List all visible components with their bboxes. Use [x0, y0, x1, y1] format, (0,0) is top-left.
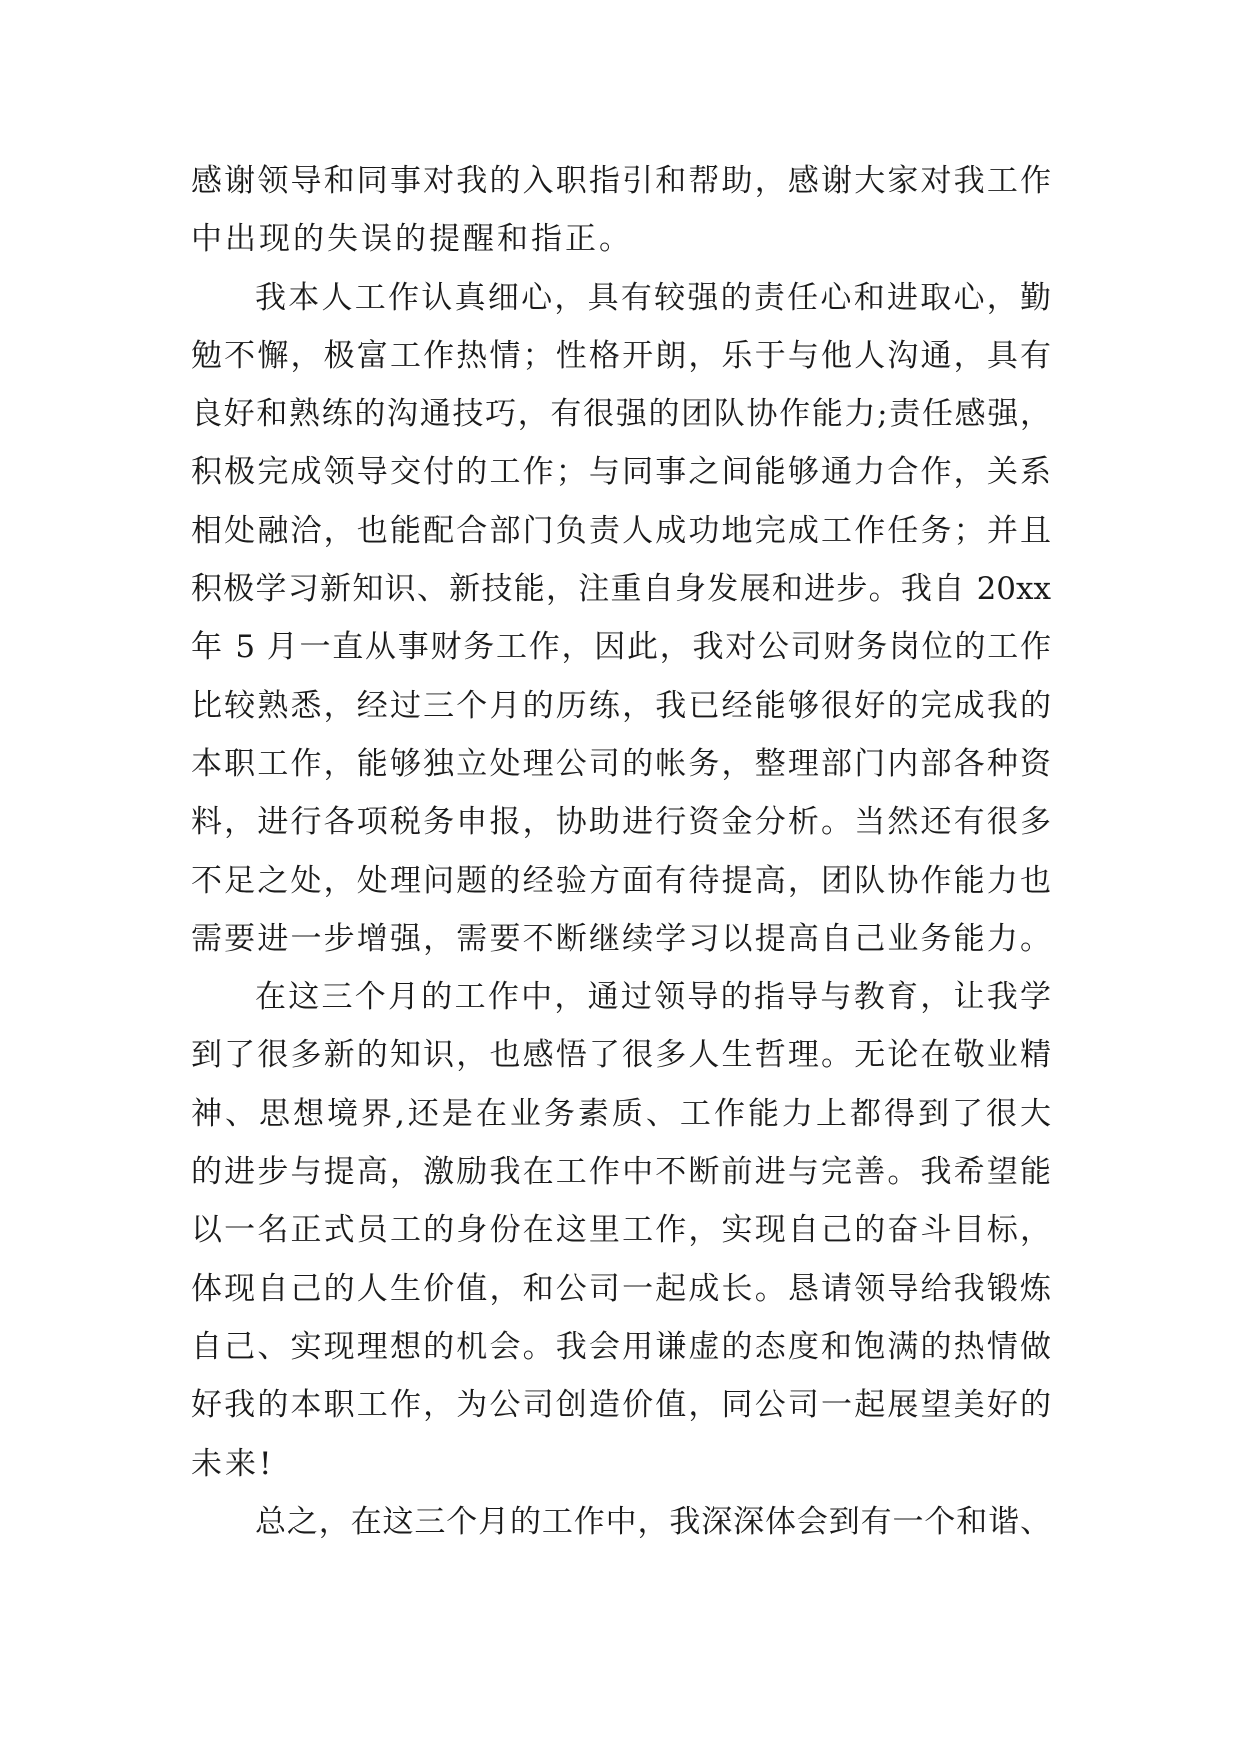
- text-line: 体现自己的人生价值，和公司一起成长。恳请领导给我锻炼: [191, 1270, 1051, 1307]
- text-line: 比较熟悉，经过三个月的历练，我已经能够很好的完成我的: [191, 687, 1051, 724]
- paragraph-first-line: 我本人工作认真细心，具有较强的责任心和进取心，勤: [255, 279, 1051, 316]
- text-line: 以一名正式员工的身份在这里工作，实现自己的奋斗目标，: [191, 1212, 1051, 1249]
- text-line: 中出现的失误的提醒和指正。: [191, 221, 633, 258]
- text-line: 需要进一步增强，需要不断继续学习以提高自己业务能力。: [191, 920, 1051, 957]
- text-line: 好我的本职工作，为公司创造价值，同公司一起展望美好的: [191, 1387, 1051, 1424]
- text-line: 积极学习新知识、新技能，注重自身发展和进步。我自 20xx: [191, 571, 1051, 608]
- text-line: 本职工作，能够独立处理公司的帐务，整理部门内部各种资: [191, 745, 1051, 782]
- paragraph-first-line: 总之，在这三个月的工作中，我深深体会到有一个和谐、: [255, 1503, 1051, 1540]
- text-line: 相处融洽，也能配合部门负责人成功地完成工作任务；并且: [191, 512, 1051, 549]
- text-line: 年 5 月一直从事财务工作，因此，我对公司财务岗位的工作: [191, 629, 1051, 666]
- text-line: 未来!: [191, 1445, 275, 1482]
- text-line: 感谢领导和同事对我的入职指引和帮助，感谢大家对我工作: [191, 163, 1051, 199]
- text-line: 良好和熟练的沟通技巧，有很强的团队协作能力;责任感强，: [191, 396, 1051, 433]
- text-line: 神、思想境界,还是在业务素质、工作能力上都得到了很大: [191, 1095, 1051, 1132]
- text-line: 不足之处，处理问题的经验方面有待提高，团队协作能力也: [191, 862, 1051, 899]
- text-line: 勉不懈，极富工作热情；性格开朗，乐于与他人沟通，具有: [191, 337, 1051, 374]
- text-line: 自己、实现理想的机会。我会用谦虚的态度和饱满的热情做: [191, 1328, 1051, 1365]
- text-line: 积极完成领导交付的工作；与同事之间能够通力合作，关系: [191, 454, 1051, 491]
- text-line: 的进步与提高，激励我在工作中不断前进与完善。我希望能: [191, 1154, 1051, 1191]
- text-line: 到了很多新的知识，也感悟了很多人生哲理。无论在敬业精: [191, 1037, 1051, 1074]
- paragraph-first-line: 在这三个月的工作中，通过领导的指导与教育，让我学: [255, 979, 1051, 1016]
- text-line: 料，进行各项税务申报，协助进行资金分析。当然还有很多: [191, 804, 1051, 841]
- document-body: [191, 152, 1051, 1551]
